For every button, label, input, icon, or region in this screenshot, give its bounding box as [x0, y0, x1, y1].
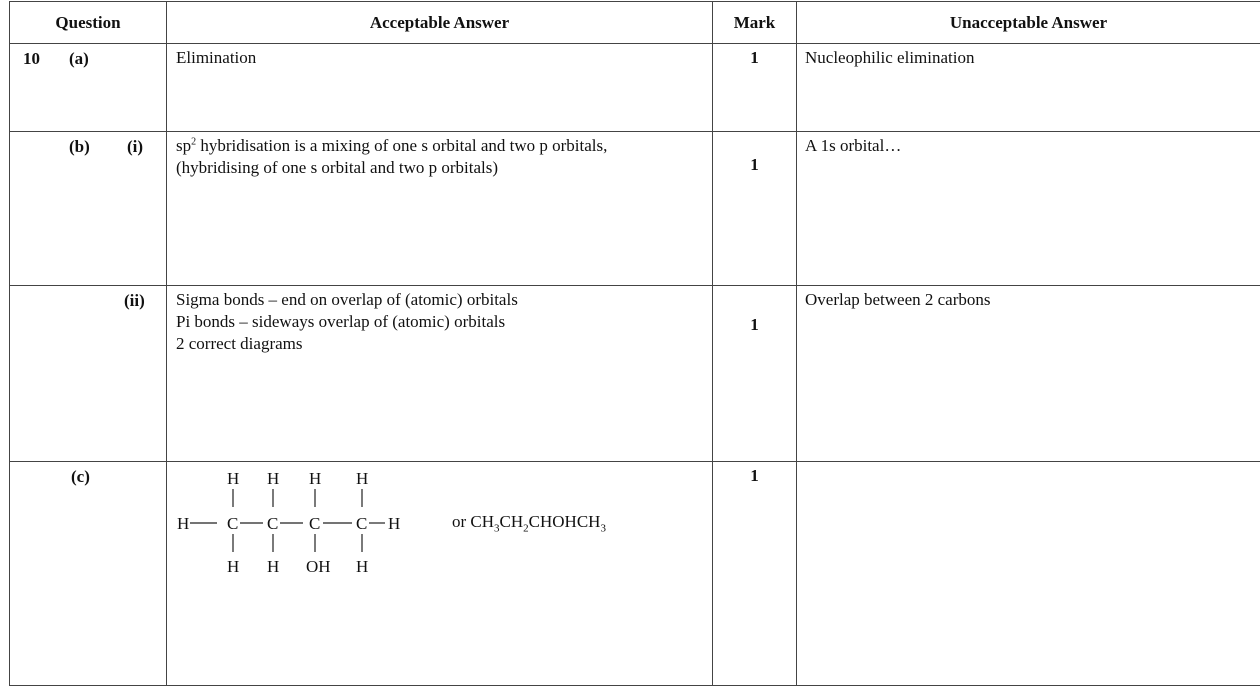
structure-right-h: H	[388, 514, 401, 533]
question-part: (c)	[71, 467, 90, 486]
table-row	[10, 462, 1260, 686]
butanol-structure-diagram	[167, 462, 447, 587]
structure-top-h: H	[309, 469, 322, 488]
question-number: 10	[23, 49, 40, 68]
condensed-formula	[452, 511, 606, 533]
formula-subscript: 2	[523, 522, 529, 535]
mark-cell: 1	[713, 44, 797, 132]
unacceptable-answer-cell: Overlap between 2 carbons	[797, 286, 1260, 462]
formula-part: CH	[499, 512, 524, 531]
formula-subscript: 3	[494, 522, 500, 535]
structure-bottom-h: H	[227, 557, 240, 576]
header-acceptable-answer: Acceptable Answer	[167, 2, 713, 44]
header-mark: Mark	[713, 2, 797, 44]
mark-scheme-table	[9, 1, 1260, 686]
structure-top-h: H	[267, 469, 280, 488]
mark-cell: 1	[713, 286, 797, 462]
structure-hydroxyl: OH	[306, 557, 331, 576]
question-cell	[10, 44, 167, 132]
question-part: (b)	[69, 137, 90, 156]
unacceptable-answer-cell	[797, 462, 1260, 686]
answer-sp-text: sp	[176, 136, 192, 155]
formula-subscript: 3	[600, 522, 606, 535]
structure-carbon: C	[227, 514, 239, 533]
table-row	[10, 44, 1260, 132]
answer-line: Pi bonds – sideways overlap of (atomic) orbitals	[176, 312, 506, 331]
unacceptable-answer-cell: A 1s orbital…	[797, 132, 1260, 286]
formula-part: CHOHCH	[528, 512, 601, 531]
header-row	[10, 2, 1260, 44]
answer-line: 2 correct diagrams	[176, 334, 303, 353]
acceptable-answer-cell	[167, 132, 713, 286]
acceptable-answer-cell	[167, 44, 713, 132]
question-part: (a)	[69, 49, 89, 68]
acceptable-answer-cell	[167, 286, 713, 462]
answer-line	[176, 135, 712, 157]
header-question: Question	[10, 2, 167, 44]
answer-line: (hybridising of one s orbital and two p orbitals)	[176, 158, 499, 177]
answer-superscript: 2	[191, 136, 197, 148]
mark-cell: 1	[713, 462, 797, 686]
structure-bottom-h: H	[356, 557, 369, 576]
structure-top-h: H	[356, 469, 369, 488]
answer-line: Elimination	[176, 48, 257, 67]
question-subpart: (i)	[127, 137, 144, 156]
structure-carbon: C	[309, 514, 321, 533]
table-row	[10, 286, 1260, 462]
structure-top-h: H	[227, 469, 240, 488]
answer-line1-rest: hybridisation is a mixing of one s orbital and two p orbitals,	[196, 136, 608, 155]
structure-bottom-h: H	[267, 557, 280, 576]
question-cell	[10, 286, 167, 462]
acceptable-answer-cell	[167, 462, 713, 686]
unacceptable-answer-cell: Nucleophilic elimination	[797, 44, 1260, 132]
header-unacceptable-answer: Unacceptable Answer	[797, 2, 1260, 44]
mark-cell: 1	[713, 132, 797, 286]
structure-carbon: C	[356, 514, 368, 533]
formula-part: or CH	[452, 512, 495, 531]
table-row	[10, 132, 1260, 286]
structure-left-h: H	[177, 514, 190, 533]
question-subpart: (ii)	[124, 291, 145, 310]
question-cell	[10, 132, 167, 286]
question-cell	[10, 462, 167, 686]
structure-carbon: C	[267, 514, 279, 533]
answer-line: Sigma bonds – end on overlap of (atomic) orbitals	[176, 290, 518, 309]
